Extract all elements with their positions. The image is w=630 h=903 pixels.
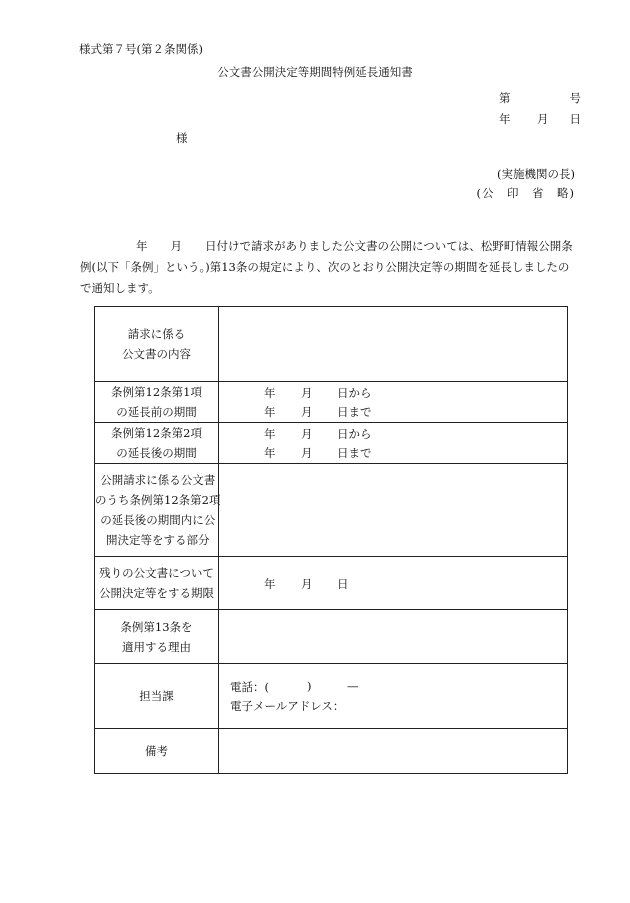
- sender-title: (実施機関の長): [497, 167, 575, 181]
- phone-close-paren: ): [307, 679, 312, 693]
- field-period-before: [219, 382, 568, 423]
- row-label-remarks: 備考: [95, 729, 219, 774]
- document-title: 公文書公開決定等期間特例延長通知書: [217, 65, 413, 79]
- field-request-content: [219, 307, 568, 382]
- body-line-1-lead: 年 月: [136, 239, 205, 253]
- period-before-from: 年 月 日から: [264, 386, 372, 400]
- form-number: 様式第７号(第２条関係): [79, 42, 203, 56]
- table-row: [95, 307, 568, 382]
- email-label: 電子メールアドレス：: [230, 699, 345, 713]
- table-row: [95, 664, 568, 729]
- row-label-remaining-deadline: 残りの公文書について 公開決定等をする期限: [95, 557, 219, 610]
- date-year: 年: [499, 112, 511, 126]
- body-line-2: 例(以下「条例」という。)第13条の規定により、次のとおり公開決定等の期間を延長しましたの: [80, 260, 570, 274]
- body-line-1-rest: 日付けで請求がありました公文書の公開については、松野町情報公開条: [205, 239, 573, 253]
- row-label-reason: 条例第13条を 適用する理由: [95, 610, 219, 664]
- period-after-to: 年 月 日まで: [264, 446, 372, 460]
- row-label-department: 担当課: [95, 664, 219, 729]
- field-remarks: [219, 729, 568, 774]
- row-label-partial-decision: 公開請求に係る公文書 のうち条例第12条第2項 の延長後の期間内に公 開決定等をする部分: [95, 464, 219, 557]
- recipient-suffix: 様: [176, 131, 188, 145]
- row-label-period-before: 条例第12条第1項 の延長前の期間: [95, 382, 219, 423]
- email-line: [219, 696, 567, 716]
- table-row: [95, 557, 568, 610]
- body-line-1: [80, 236, 580, 257]
- field-remaining-deadline: [219, 557, 568, 610]
- row-label-period-after: 条例第12条第2項 の延長後の期間: [95, 423, 219, 464]
- phone-dash: —: [347, 679, 359, 693]
- phone-label: 電話：(: [230, 680, 269, 694]
- table-row: [95, 382, 568, 423]
- notice-body: [80, 236, 580, 299]
- table-row: [95, 464, 568, 557]
- row-label-request-content: 請求に係る 公文書の内容: [95, 307, 219, 382]
- table-row: [95, 423, 568, 464]
- period-before-to: 年 月 日まで: [264, 405, 372, 419]
- field-reason: [219, 610, 568, 664]
- date-day: 日: [569, 112, 581, 126]
- sender-seal-note: (公 印 省 略): [476, 186, 575, 200]
- table-row: [95, 729, 568, 774]
- body-line-3: で通知します。: [80, 281, 160, 295]
- field-period-after: [219, 423, 568, 464]
- table-row: [95, 610, 568, 664]
- date-month: 月: [537, 112, 549, 126]
- number-prefix: 第: [499, 91, 511, 105]
- period-after-from: 年 月 日から: [264, 427, 372, 441]
- field-department: [219, 664, 568, 729]
- number-suffix: 号: [569, 91, 581, 105]
- field-partial-decision: [219, 464, 568, 557]
- notice-form-table: [94, 306, 568, 774]
- phone-line: [219, 676, 567, 696]
- remaining-deadline-date: 年 月 日: [264, 576, 349, 591]
